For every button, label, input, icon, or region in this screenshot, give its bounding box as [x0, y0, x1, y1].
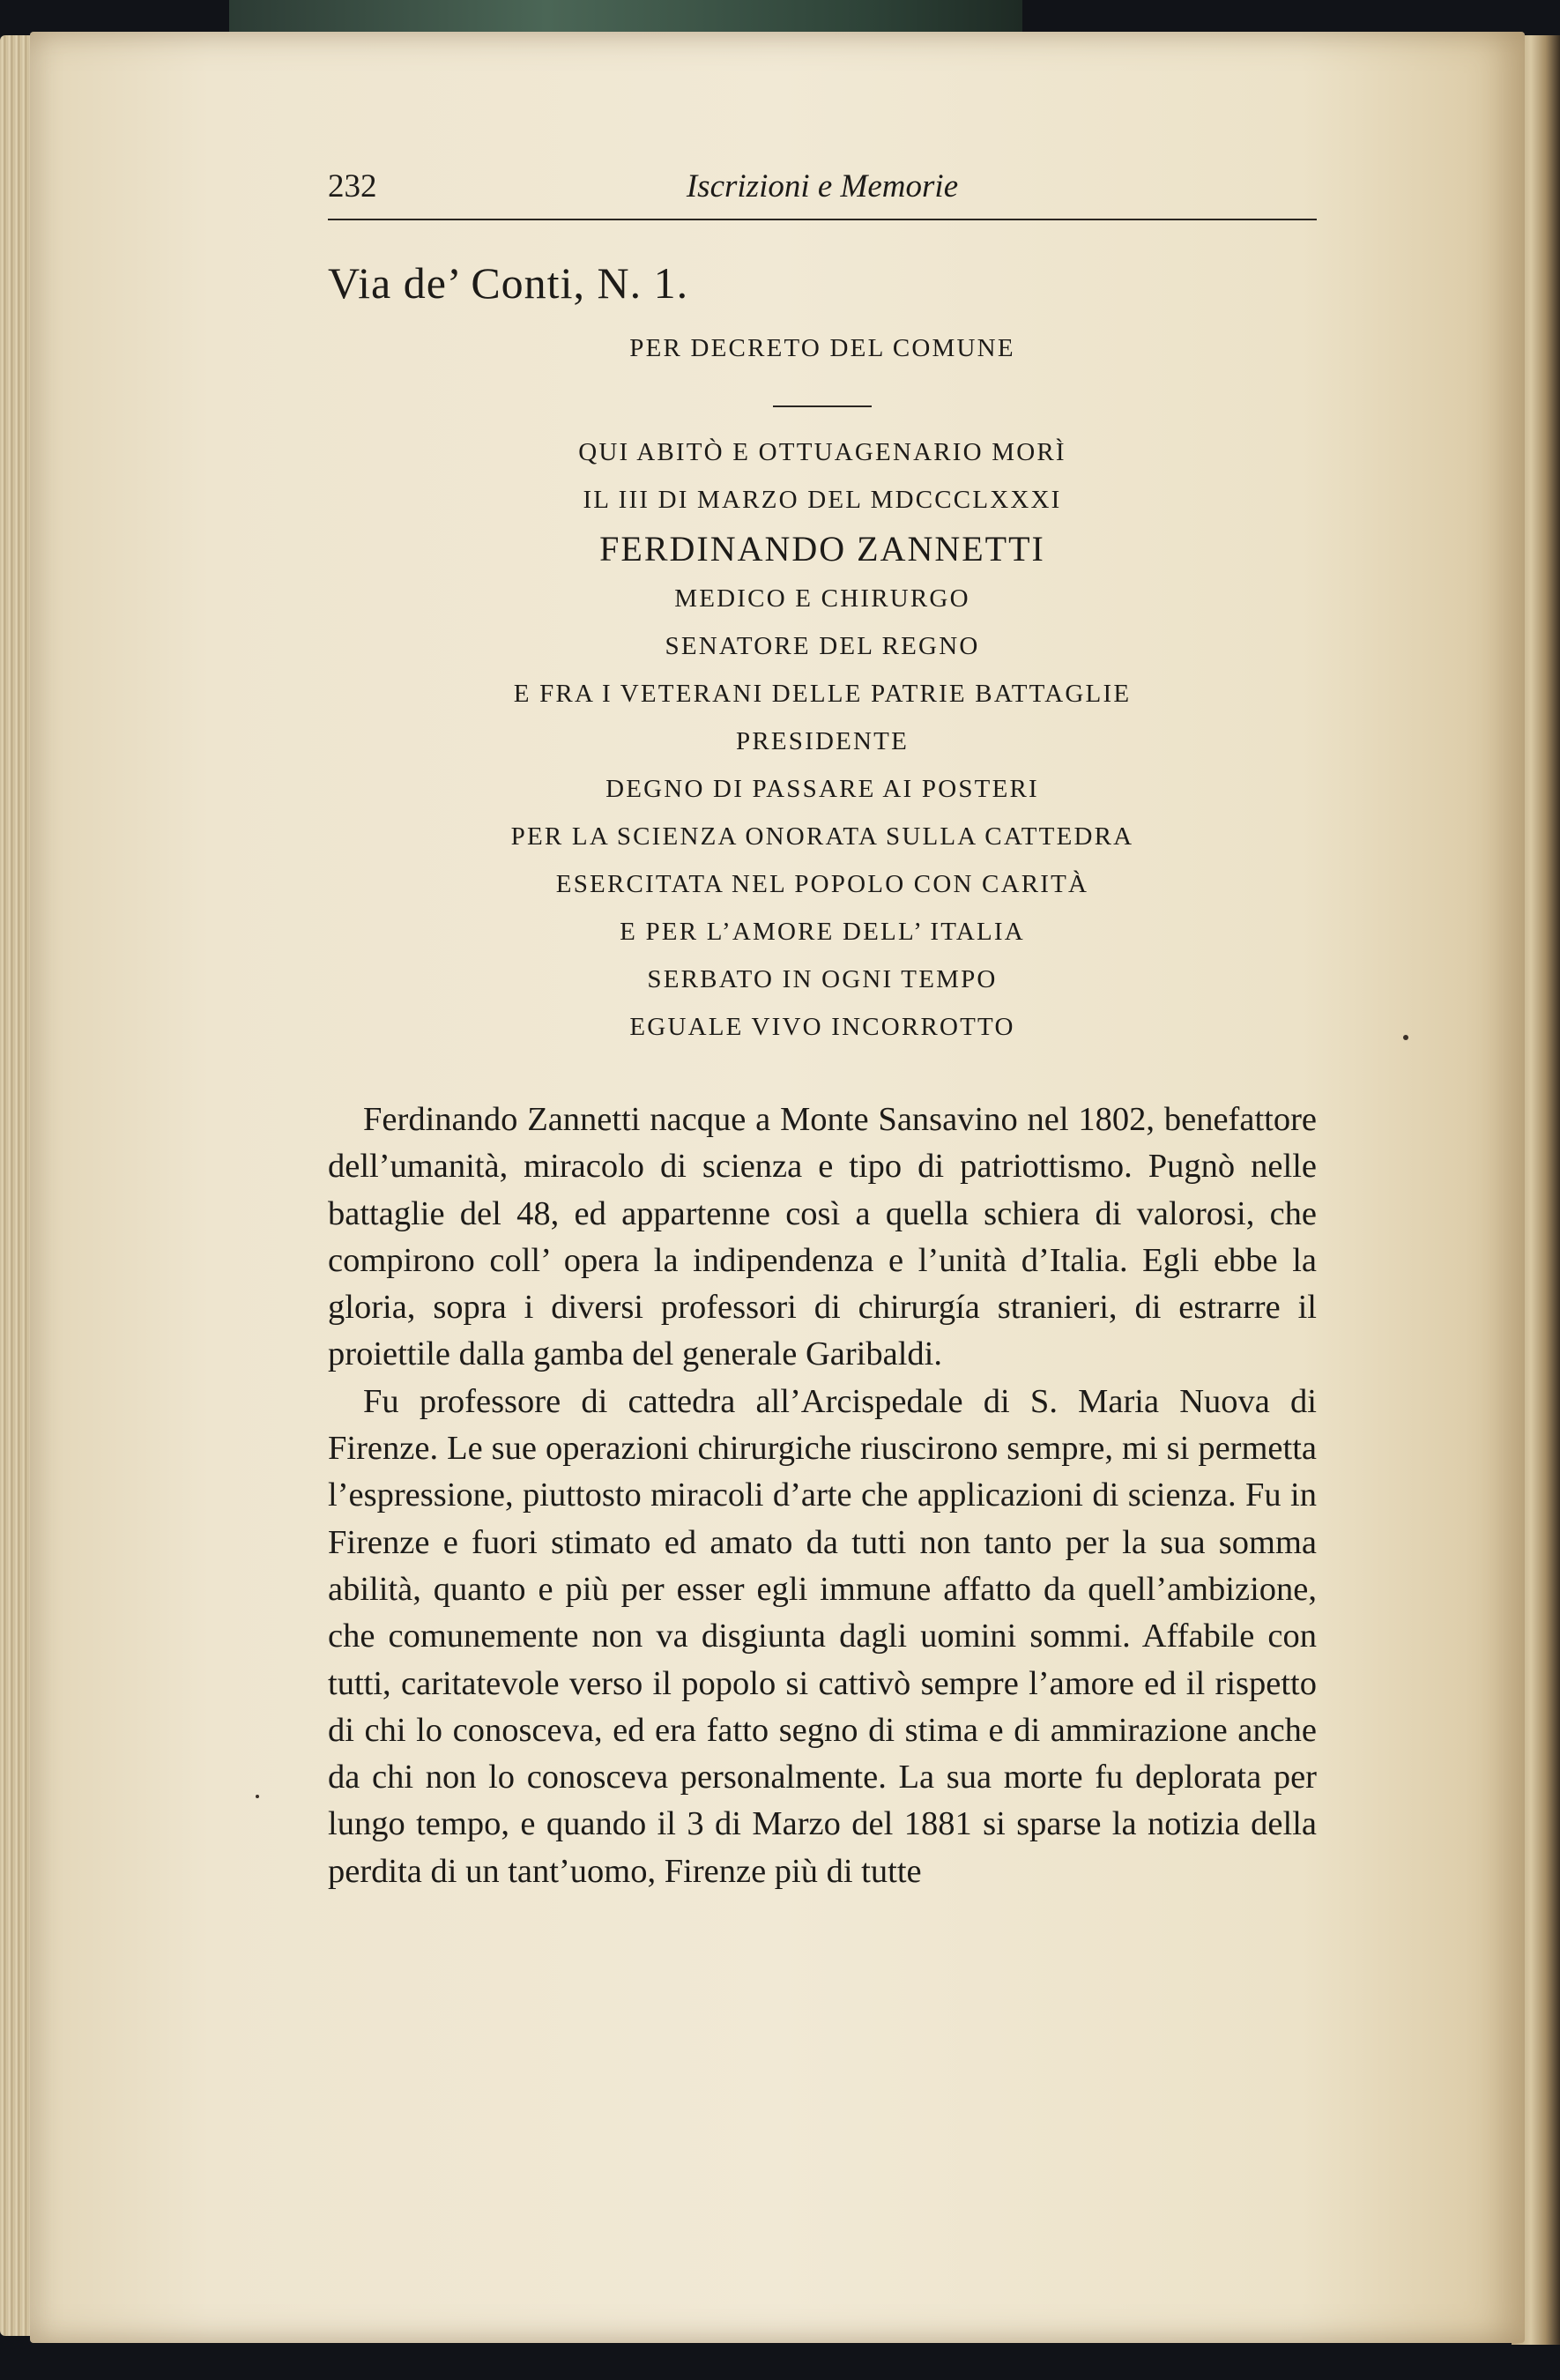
inscription [328, 324, 1317, 1051]
section-title: Via de’ Conti, N. 1. [328, 258, 689, 308]
running-head-title: Iscrizioni e Memorie [686, 168, 959, 205]
inscription-line: PRESIDENTE [736, 727, 909, 755]
page-number: 232 [328, 168, 377, 205]
inscription-line: ESERCITATA NEL POPOLO CON CARITÀ [555, 870, 1089, 898]
inscription-name: FERDINANDO ZANNETTI [599, 529, 1045, 569]
inscription-heading: PER DECRETO DEL COMUNE [629, 334, 1015, 362]
paragraph: Ferdinando Zannetti nacque a Monte Sansavino nel 1802, benefattore dell’umanità, miracolo di scienza e tipo di patriottismo. Pugnò nelle battaglie del 48, ed appartenne così a quella schiera di valorosi, che compirono coll’ opera la indipendenza e l’unità d’Italia. Egli ebbe la gloria, sopra i diversi professori di chirurgía stranieri, di estrarre il proiettile dalla gamba del generale Garibaldi. [328, 1101, 1317, 1373]
inscription-line: SENATORE DEL REGNO [665, 632, 980, 660]
body-text [328, 1097, 1317, 1895]
inscription-line: DEGNO DI PASSARE AI POSTERI [605, 775, 1039, 803]
inscription-line: IL III DI MARZO DEL MDCCCLXXXI [583, 486, 1062, 514]
inscription-line: MEDICO E CHIRURGO [674, 584, 970, 613]
page-content [328, 167, 1317, 1895]
ink-speck [256, 1795, 259, 1798]
inscription-line: E PER L’AMORE DELL’ ITALIA [620, 918, 1025, 946]
ink-speck [1403, 1035, 1408, 1040]
inscription-line: EGUALE VIVO INCORROTTO [629, 1013, 1015, 1041]
inscription-line: PER LA SCIENZA ONORATA SULLA CATTEDRA [510, 822, 1134, 851]
header-rule [328, 219, 1317, 220]
inscription-rule [773, 405, 872, 407]
inscription-line: QUI ABITÒ E OTTUAGENARIO MORÌ [578, 438, 1066, 466]
paragraph: Fu professore di cattedra all’Arcispedale di S. Maria Nuova di Firenze. Le sue operazioni chirurgiche riuscirono sempre, mi si permetta l’espressione, piuttosto miracoli d’arte che applicazioni di scienza. Fu in Firenze e fuori stimato ed amato da tutti non tanto per la sua somma abilità, quanto e più per esser egli immune affatto da quell’ambizione, che comunemente non va disgiunta dagli uomini sommi. Affabile con tutti, caritatevole verso il popolo si cattivò sempre l’amore ed il rispetto di chi lo conosceva, ed era fatto segno di stima e di ammirazione anche da chi non lo conosceva personalmente. La sua morte fu deplorata per lungo tempo, e quando il 3 di Marzo del 1881 si sparse la notizia della perdita di un tant’uomo, Firenze più di tutte [328, 1382, 1317, 1890]
inscription-line: E FRA I VETERANI DELLE PATRIE BATTAGLIE [513, 680, 1132, 708]
running-head [328, 167, 1317, 206]
inscription-line: SERBATO IN OGNI TEMPO [647, 965, 998, 993]
